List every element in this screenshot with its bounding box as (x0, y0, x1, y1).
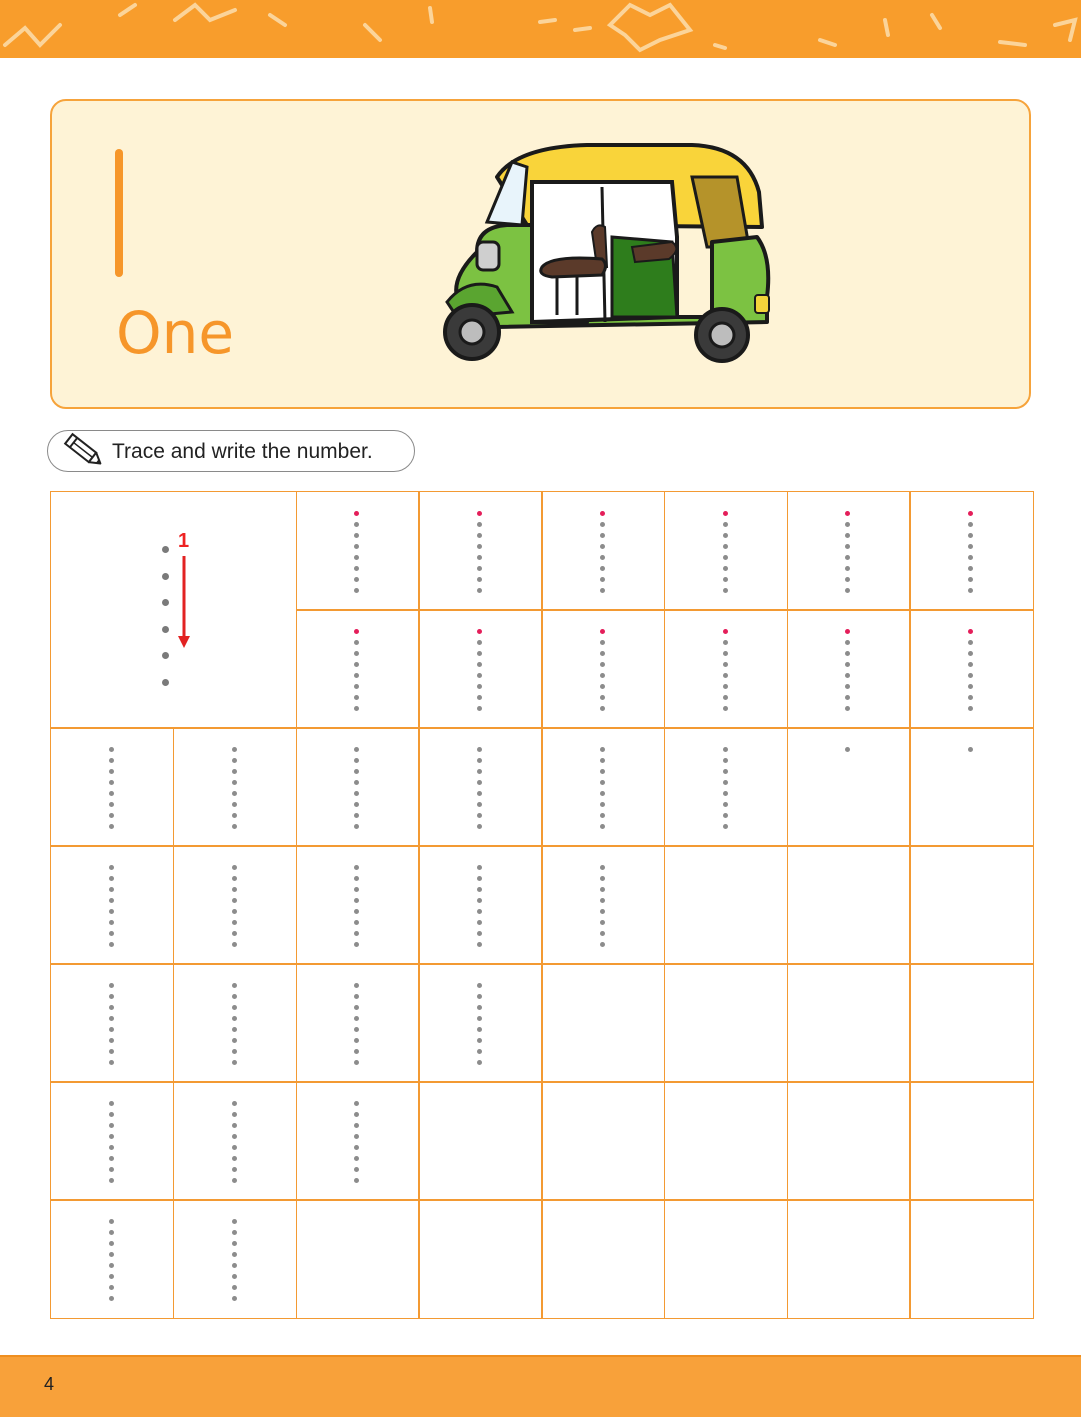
demo-dot (162, 573, 169, 580)
trace-dot (232, 1167, 237, 1172)
trace-dot (109, 780, 114, 785)
trace-dot (600, 876, 605, 881)
trace-dot (600, 706, 605, 711)
trace-start-dot (723, 629, 728, 634)
trace-dot (600, 909, 605, 914)
trace-dot (109, 898, 114, 903)
demo-cell[interactable] (50, 491, 297, 729)
trace-cell[interactable] (909, 1081, 1033, 1201)
trace-dot (723, 706, 728, 711)
trace-dot (232, 1005, 237, 1010)
trace-start-dot (109, 865, 114, 870)
auto-rickshaw-illustration (437, 137, 777, 367)
pencil-icon (60, 431, 108, 473)
trace-dot (109, 1038, 114, 1043)
trace-dot (723, 684, 728, 689)
trace-dot (232, 813, 237, 818)
stroke-order-number: 1 (178, 530, 190, 552)
trace-dot (109, 994, 114, 999)
trace-start-dot (232, 747, 237, 752)
trace-dot (723, 791, 728, 796)
trace-dot (232, 887, 237, 892)
trace-dot (232, 780, 237, 785)
trace-dot (109, 876, 114, 881)
trace-dot (600, 566, 605, 571)
trace-dot (723, 588, 728, 593)
trace-dot (109, 1005, 114, 1010)
trace-dot (600, 769, 605, 774)
trace-dot (109, 1263, 114, 1268)
trace-dot (600, 588, 605, 593)
trace-dot (109, 758, 114, 763)
trace-dot (232, 1230, 237, 1235)
trace-dot (232, 931, 237, 936)
trace-cell[interactable] (296, 1199, 420, 1319)
trace-dot (232, 802, 237, 807)
trace-dot (109, 1178, 114, 1183)
trace-dot (109, 1167, 114, 1172)
trace-dot (232, 1112, 237, 1117)
trace-dot (109, 1285, 114, 1290)
trace-dot (109, 1230, 114, 1235)
trace-dot (723, 533, 728, 538)
trace-dot (232, 791, 237, 796)
trace-cell[interactable] (787, 1199, 911, 1319)
trace-start-dot (232, 983, 237, 988)
trace-dot (600, 684, 605, 689)
trace-dot (600, 640, 605, 645)
trace-dot (723, 544, 728, 549)
trace-dot (232, 1049, 237, 1054)
trace-start-dot (232, 1219, 237, 1224)
trace-dot (723, 555, 728, 560)
trace-cell[interactable] (664, 845, 788, 965)
trace-dot (109, 802, 114, 807)
demo-dot (162, 626, 169, 633)
number-word: One (116, 299, 235, 367)
trace-dot (600, 577, 605, 582)
trace-dot (109, 1156, 114, 1161)
page-number: 4 (44, 1374, 55, 1394)
trace-cell[interactable] (541, 1199, 665, 1319)
trace-dot (109, 1016, 114, 1021)
trace-dot (109, 1134, 114, 1139)
trace-dot (232, 876, 237, 881)
trace-dot (600, 920, 605, 925)
trace-start-dot (600, 629, 605, 634)
trace-start-dot (109, 983, 114, 988)
trace-start-dot (600, 747, 605, 752)
trace-dot (109, 931, 114, 936)
trace-dot (109, 1060, 114, 1065)
trace-dot (600, 651, 605, 656)
trace-cell[interactable] (909, 727, 1033, 847)
trace-dot (109, 1145, 114, 1150)
trace-dot (723, 695, 728, 700)
trace-cell[interactable] (664, 1081, 788, 1201)
trace-dot (600, 758, 605, 763)
demo-dot (162, 546, 169, 553)
trace-cell[interactable] (909, 845, 1033, 965)
trace-dot (232, 1252, 237, 1257)
instruction-text: Trace and write the number. (112, 440, 373, 463)
trace-dot (232, 824, 237, 829)
trace-dot (600, 898, 605, 903)
trace-dot (723, 662, 728, 667)
trace-dot (723, 522, 728, 527)
trace-cell[interactable] (787, 727, 911, 847)
trace-dot (109, 1123, 114, 1128)
trace-cell[interactable] (787, 845, 911, 965)
demo-dot (162, 599, 169, 606)
trace-dot (109, 769, 114, 774)
trace-dot (723, 780, 728, 785)
trace-start-dot (232, 865, 237, 870)
trace-dot (600, 673, 605, 678)
trace-dot (232, 942, 237, 947)
trace-start-dot (109, 1219, 114, 1224)
trace-dot (723, 802, 728, 807)
trace-dot (109, 791, 114, 796)
trace-dot (600, 802, 605, 807)
trace-dot (109, 813, 114, 818)
trace-dot (109, 909, 114, 914)
trace-dot (723, 813, 728, 818)
trace-dot (600, 791, 605, 796)
trace-dot (109, 1296, 114, 1301)
trace-dot (723, 640, 728, 645)
trace-dot (109, 1241, 114, 1246)
trace-dot (600, 887, 605, 892)
trace-start-dot (600, 865, 605, 870)
trace-dot (232, 1038, 237, 1043)
trace-dot (232, 1263, 237, 1268)
trace-dot (723, 824, 728, 829)
trace-dot (232, 769, 237, 774)
trace-dot (600, 942, 605, 947)
trace-start-dot (723, 511, 728, 516)
trace-dot (600, 522, 605, 527)
trace-start-dot (109, 1101, 114, 1106)
trace-start-dot (109, 747, 114, 752)
trace-cell[interactable] (664, 963, 788, 1083)
trace-dot (232, 909, 237, 914)
trace-start-dot (600, 511, 605, 516)
trace-dot (600, 824, 605, 829)
down-arrow-icon (176, 554, 192, 650)
trace-cell[interactable] (418, 1199, 542, 1319)
trace-dot (232, 1145, 237, 1150)
trace-dot (109, 1049, 114, 1054)
trace-cell[interactable] (787, 963, 911, 1083)
trace-dot (232, 994, 237, 999)
trace-dot (232, 1241, 237, 1246)
trace-dot (109, 1112, 114, 1117)
trace-dot (600, 780, 605, 785)
trace-cell[interactable] (909, 963, 1033, 1083)
trace-dot (232, 1134, 237, 1139)
trace-dot (600, 544, 605, 549)
trace-dot (232, 920, 237, 925)
trace-dot (232, 758, 237, 763)
trace-dot (232, 1060, 237, 1065)
trace-dot (600, 533, 605, 538)
demo-dot (162, 652, 169, 659)
trace-cell[interactable] (541, 1081, 665, 1201)
trace-dot (109, 1274, 114, 1279)
trace-dot (232, 1178, 237, 1183)
trace-dot (232, 1285, 237, 1290)
decorative-doodles (0, 0, 1081, 58)
trace-dot (600, 555, 605, 560)
footer-band (0, 1355, 1081, 1417)
trace-dot (109, 1027, 114, 1032)
trace-cell[interactable] (418, 1081, 542, 1201)
numeral-one-glyph (115, 149, 123, 277)
trace-cell[interactable] (909, 1199, 1033, 1319)
trace-dot (109, 887, 114, 892)
trace-cell[interactable] (664, 1199, 788, 1319)
trace-dot (723, 566, 728, 571)
trace-cell[interactable] (787, 1081, 911, 1201)
trace-dot (600, 931, 605, 936)
trace-dot (232, 1156, 237, 1161)
trace-dot (600, 813, 605, 818)
trace-dot (232, 898, 237, 903)
trace-dot (232, 1296, 237, 1301)
trace-start-dot (232, 1101, 237, 1106)
trace-dot (723, 758, 728, 763)
trace-dot (109, 824, 114, 829)
demo-dot (162, 679, 169, 686)
trace-cell[interactable] (541, 963, 665, 1083)
instruction-pill (47, 430, 415, 472)
trace-dot (109, 920, 114, 925)
trace-dot (600, 695, 605, 700)
trace-dot (723, 577, 728, 582)
trace-dot (232, 1274, 237, 1279)
trace-dot (232, 1123, 237, 1128)
trace-dot (109, 1252, 114, 1257)
trace-dot (232, 1027, 237, 1032)
trace-dot (232, 1016, 237, 1021)
trace-dot (723, 651, 728, 656)
trace-start-dot (723, 747, 728, 752)
trace-dot (723, 673, 728, 678)
trace-dot (723, 769, 728, 774)
header-band (0, 0, 1081, 58)
trace-dot (109, 942, 114, 947)
trace-dot (600, 662, 605, 667)
